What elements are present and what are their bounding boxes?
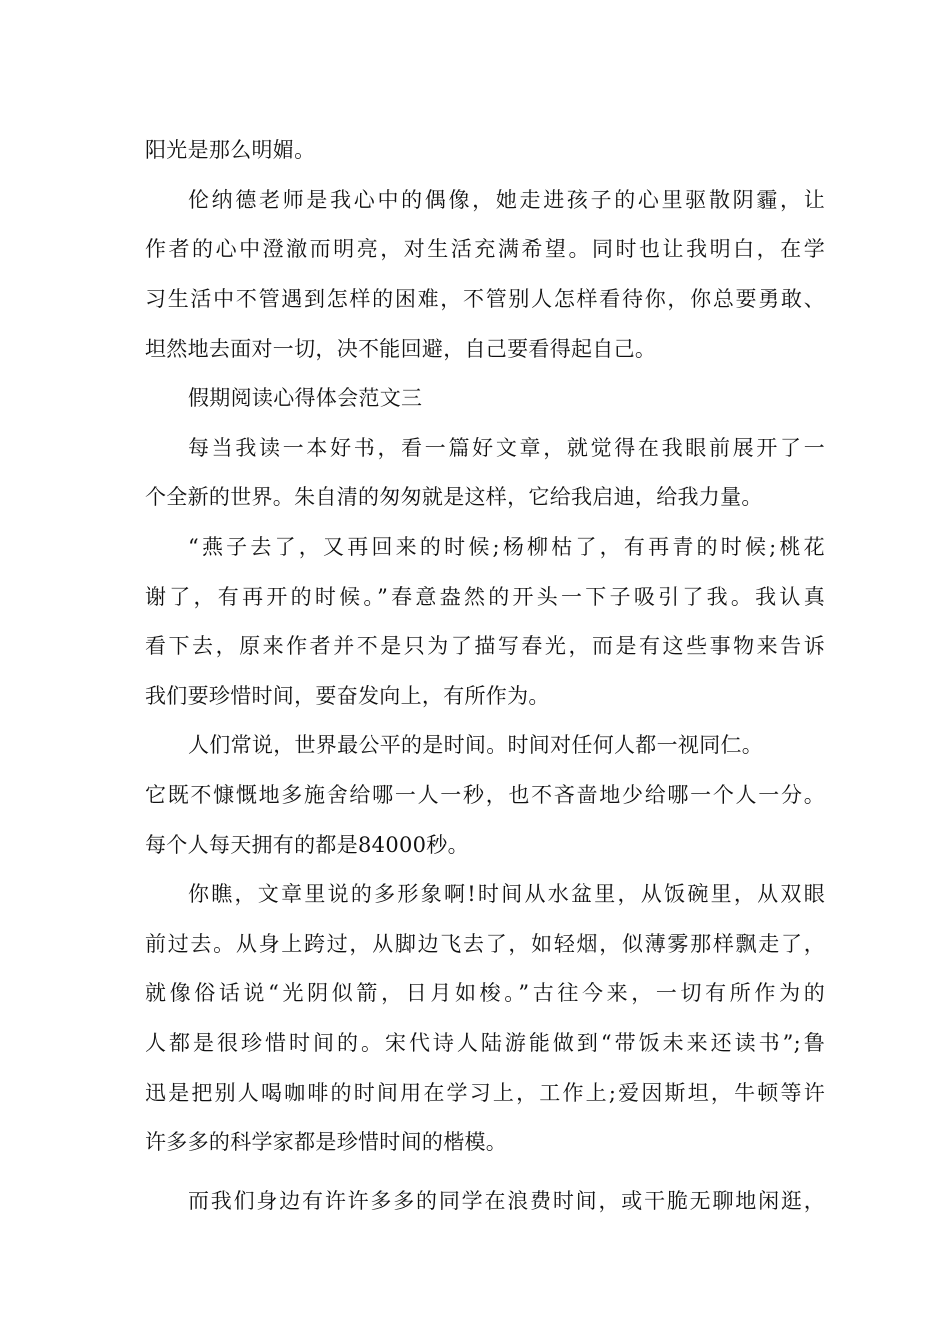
text-line: 我们要珍惜时间，要奋发向上，有所作为。 xyxy=(145,684,550,708)
text-line: 谢了，有再开的时候。”春意盎然的开头一下子吸引了我。我认真 xyxy=(145,585,825,609)
text-line: 个全新的世界。朱自清的匆匆就是这样，它给我启迪，给我力量。 xyxy=(145,485,763,509)
text-line: 前过去。从身上跨过，从脚边飞去了，如轻烟，似薄雾那样飘走了， xyxy=(145,932,825,956)
paragraph-first-line: 人们常说，世界最公平的是时间。时间对任何人都一视同仁。 xyxy=(188,733,764,757)
text-line: 人都是很珍惜时间的。宋代诗人陆游能做到“带饭未来还读书”;鲁 xyxy=(145,1031,825,1055)
text-line: 作者的心中澄澈而明亮，对生活充满希望。同时也让我明白，在学 xyxy=(145,237,825,261)
text-line: 就像俗话说“光阴似箭，日月如梭。”古往今来，一切有所作为的 xyxy=(145,981,825,1005)
paragraph-first-line: “燕子去了，又再回来的时候;杨柳枯了，有再青的时候;桃花 xyxy=(188,535,825,559)
text-line: 习生活中不管遇到怎样的困难，不管别人怎样看待你，你总要勇敢、 xyxy=(145,287,825,311)
paragraph-first-line: 伦纳德老师是我心中的偶像，她走进孩子的心里驱散阴霾，让 xyxy=(188,188,825,212)
text-line: 坦然地去面对一切，决不能回避，自己要看得起自己。 xyxy=(145,337,657,361)
paragraph-first-line: 你瞧，文章里说的多形象啊!时间从水盆里，从饭碗里，从双眼 xyxy=(188,882,825,906)
section-heading: 假期阅读心得体会范文三 xyxy=(188,386,423,410)
text-line: 每个人每天拥有的都是84000秒。 xyxy=(145,833,469,857)
text-line: 看下去，原来作者并不是只为了描写春光，而是有这些事物来告诉 xyxy=(145,634,825,658)
paragraph-first-line: 而我们身边有许许多多的同学在浪费时间，或干脆无聊地闲逛， xyxy=(188,1189,825,1213)
text-line: 迅是把别人喝咖啡的时间用在学习上，工作上;爱因斯坦，牛顿等许 xyxy=(145,1081,825,1105)
text-line: 阳光是那么明媚。 xyxy=(145,138,316,162)
paragraph-first-line: 每当我读一本好书，看一篇好文章，就觉得在我眼前展开了一 xyxy=(188,436,825,460)
text-line: 许多多的科学家都是珍惜时间的楷模。 xyxy=(145,1130,508,1154)
text-line: 它既不慷慨地多施舍给哪一人一秒，也不吝啬地少给哪一个人一分。 xyxy=(145,783,825,807)
